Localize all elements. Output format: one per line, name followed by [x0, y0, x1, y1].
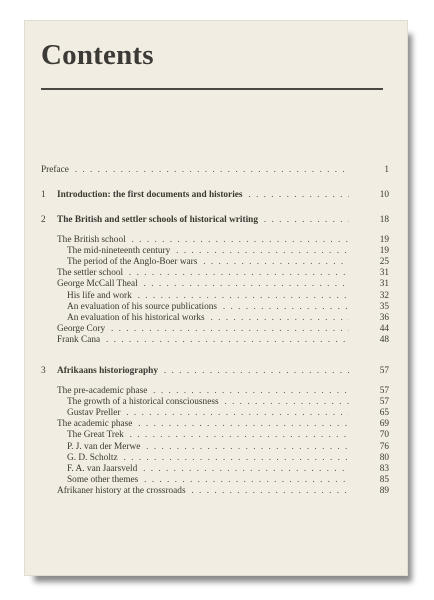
toc-page: 70	[353, 430, 389, 441]
toc-page: 36	[353, 313, 389, 324]
toc-row	[41, 397, 389, 408]
toc-row	[41, 430, 389, 441]
toc-label: An evaluation of his source publications	[67, 301, 218, 312]
toc-label: Frank Cana	[57, 335, 101, 346]
toc-page: 32	[353, 291, 389, 302]
toc-row-chapter-1	[41, 190, 389, 201]
toc-label: His life and work	[67, 290, 132, 301]
table-of-contents	[41, 165, 389, 498]
toc-row	[41, 279, 389, 290]
toc-row	[41, 464, 389, 475]
toc-row	[41, 313, 389, 324]
toc-page: 76	[353, 442, 389, 453]
toc-row	[41, 246, 389, 257]
toc-page: 35	[353, 302, 389, 313]
chapter-title: Introduction: the first documents and histories	[57, 190, 243, 201]
toc-page: 1	[353, 165, 389, 176]
toc-row	[41, 386, 389, 397]
toc-page: 44	[353, 324, 389, 335]
toc-label: Gustav Preller	[67, 408, 121, 418]
toc-label: The settler school	[57, 268, 124, 279]
toc-page: 83	[353, 464, 389, 475]
toc-page: 65	[353, 408, 389, 419]
toc-row	[41, 268, 389, 279]
page-title: Contents	[41, 39, 154, 71]
toc-row	[41, 419, 389, 430]
toc-label: The British school	[57, 234, 126, 245]
toc-label: The academic phase	[57, 419, 133, 430]
toc-row	[41, 324, 389, 335]
toc-label: The pre-academic phase	[57, 385, 148, 396]
toc-label: George McCall Theal	[57, 279, 138, 290]
toc-page: 89	[353, 486, 389, 497]
toc-label: Preface	[41, 165, 69, 175]
toc-page: 31	[353, 268, 389, 279]
toc-row	[41, 442, 389, 453]
toc-label: The growth of a historical consciousness	[67, 396, 219, 407]
toc-page: 31	[353, 279, 389, 290]
toc-page: 25	[353, 257, 389, 268]
toc-page: 57	[353, 366, 389, 377]
toc-page: 80	[353, 453, 389, 464]
book-page	[24, 20, 408, 576]
chapter-number: 2	[41, 215, 46, 226]
toc-row-chapter-2	[41, 215, 389, 226]
toc-page: 85	[353, 475, 389, 486]
toc-row-preface	[41, 165, 389, 176]
toc-label: An evaluation of his historical works	[67, 312, 205, 323]
toc-row	[41, 335, 389, 346]
toc-label: The mid-nineteenth century	[67, 245, 171, 256]
toc-label: The period of the Anglo-Boer wars	[67, 256, 198, 267]
toc-row	[41, 408, 389, 419]
toc-page: 18	[353, 215, 389, 226]
toc-page: 19	[353, 246, 389, 257]
toc-label: Some other themes	[67, 475, 139, 486]
toc-page: 10	[353, 190, 389, 201]
toc-row	[41, 453, 389, 464]
toc-label: Afrikaner history at the crossroads	[57, 486, 186, 497]
toc-label: P. J. van der Merwe	[67, 441, 141, 452]
toc-row-chapter-3	[41, 366, 389, 377]
toc-row	[41, 486, 389, 497]
toc-page: 57	[353, 386, 389, 397]
toc-page: 19	[353, 235, 389, 246]
toc-page: 69	[353, 419, 389, 430]
chapter-title: The British and settler schools of historical writing	[57, 215, 258, 226]
toc-page: 57	[353, 397, 389, 408]
toc-row	[41, 235, 389, 246]
toc-row	[41, 475, 389, 486]
toc-page: 48	[353, 335, 389, 346]
chapter-number: 1	[41, 190, 46, 201]
toc-label: G. D. Scholtz	[67, 452, 118, 463]
toc-label: The Great Trek	[67, 430, 124, 441]
toc-label: George Cory	[57, 324, 106, 335]
title-rule	[41, 88, 383, 90]
toc-row	[41, 291, 389, 302]
toc-row	[41, 302, 389, 313]
toc-row	[41, 257, 389, 268]
toc-label: F. A. van Jaarsveld	[67, 463, 138, 474]
chapter-title: Afrikaans historiography	[57, 366, 158, 377]
chapter-number: 3	[41, 366, 46, 377]
